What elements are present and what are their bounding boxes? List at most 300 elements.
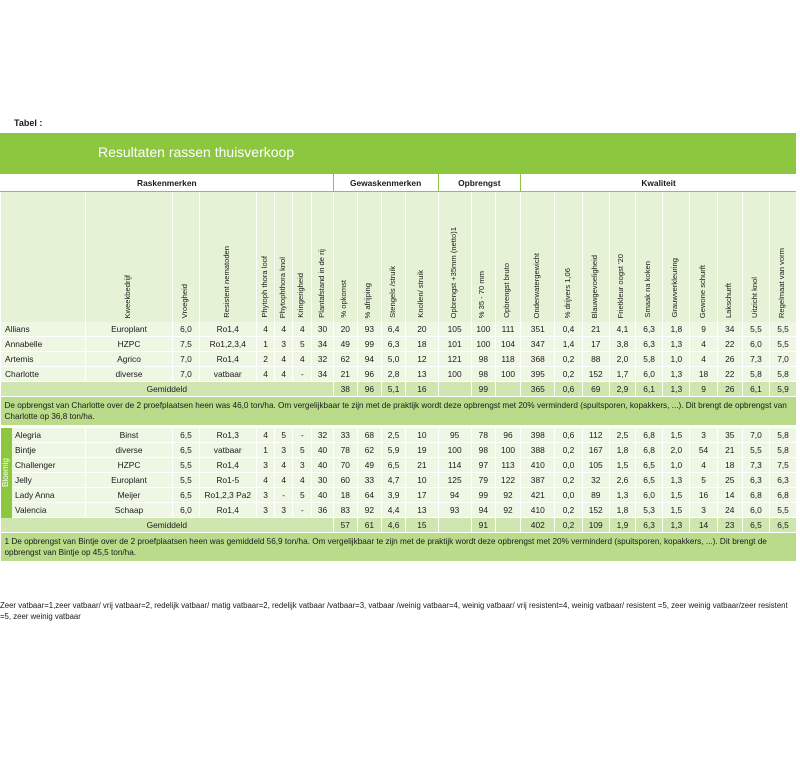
table-cell: 100 <box>471 322 495 337</box>
table-cell: 347 <box>521 337 555 352</box>
table-cell: 32 <box>312 352 333 367</box>
table-cell: Ro1,4 <box>199 352 256 367</box>
average-cell: 109 <box>582 518 609 533</box>
table-cell: 7,3 <box>742 352 769 367</box>
table-cell: 2,5 <box>382 428 406 443</box>
table-cell: 6,3 <box>770 473 796 488</box>
table-row <box>1 352 797 367</box>
table-cell: 111 <box>495 322 520 337</box>
table-cell: 30 <box>312 322 333 337</box>
column-header-2 <box>199 192 256 323</box>
table-cell: 5,3 <box>636 503 663 518</box>
table-cell: 94 <box>438 488 471 503</box>
table-cell: 26 <box>717 352 742 367</box>
variety-name: Allians <box>1 322 86 337</box>
table-cell: 4 <box>690 337 717 352</box>
table-cell: 35 <box>717 428 742 443</box>
table-cell: 3 <box>690 503 717 518</box>
table-cell: 1,5 <box>663 488 690 503</box>
table-cell: 18 <box>333 488 357 503</box>
average-cell <box>495 518 520 533</box>
column-header-18 <box>636 192 663 323</box>
table-cell: 5,0 <box>382 352 406 367</box>
table-cell: 22 <box>717 337 742 352</box>
table-title: Resultaten rassen thuisverkoop <box>98 144 295 160</box>
table-cell: 3 <box>690 428 717 443</box>
table-cell: 6,0 <box>173 503 199 518</box>
table-cell: 98 <box>471 367 495 382</box>
table-cell: 6,3 <box>382 337 406 352</box>
column-header-label: Uitzicht knol <box>749 277 759 318</box>
table-cell: 1 <box>256 443 274 458</box>
column-header-label: Phytoph thora loof <box>259 256 269 318</box>
table-cell: 100 <box>438 443 471 458</box>
table-cell: 6,5 <box>636 473 663 488</box>
variety-name: Valencia <box>1 503 86 518</box>
column-header-label: Blauwgevoeligheid <box>589 254 599 318</box>
table-cell: 33 <box>357 473 381 488</box>
table-cell: 3,9 <box>382 488 406 503</box>
table-cell: 0,6 <box>555 428 582 443</box>
table-cell: 7,5 <box>770 458 796 473</box>
group-header-row <box>1 174 797 192</box>
table-cell: 1,8 <box>609 443 635 458</box>
table-row <box>1 443 797 458</box>
column-header-15 <box>555 192 582 323</box>
note-charlotte: De opbrengst van Charlotte over de 2 proefplaatsen heen was 46,0 ton/ha. Om vergelijkbaar te zijn met de praktijk wordt deze opbrengst met 20% verminderd (spuitsporen, kopakkers, ...). Dit brengt de opbrengst van Charlotte op 36,8 ton/ha. <box>1 397 797 426</box>
average-cell: 0,2 <box>555 518 582 533</box>
variety-name: Alegria Bloemig <box>1 428 86 443</box>
table-cell: 32 <box>582 473 609 488</box>
average-cell: 5,1 <box>382 382 406 397</box>
table-cell: 6,5 <box>173 428 199 443</box>
table-cell: diverse <box>85 443 173 458</box>
table-cell: 34 <box>717 322 742 337</box>
table-cell: 368 <box>521 352 555 367</box>
table-cell: 167 <box>582 443 609 458</box>
table-cell: 94 <box>357 352 381 367</box>
table-cell: 1,7 <box>609 367 635 382</box>
table-cell: 92 <box>357 503 381 518</box>
average-label: Gemiddeld <box>1 382 334 397</box>
table-cell: 5 <box>293 443 312 458</box>
table-cell: 14 <box>717 488 742 503</box>
table-cell: 5,8 <box>770 428 796 443</box>
table-cell: Binst <box>85 428 173 443</box>
average-cell: 99 <box>471 382 495 397</box>
table-cell: 5,5 <box>742 322 769 337</box>
average-cell: 365 <box>521 382 555 397</box>
column-header-label: % drijvers 1,06 <box>562 267 572 318</box>
table-cell: 410 <box>521 458 555 473</box>
table-cell: 13 <box>406 503 438 518</box>
table-cell: 62 <box>357 443 381 458</box>
table-row <box>1 458 797 473</box>
column-header-label: Smaak na koken <box>643 261 653 318</box>
column-header-label: Kweekbedrijf <box>122 274 132 318</box>
table-cell: 5,8 <box>770 367 796 382</box>
table-cell: 1,5 <box>609 458 635 473</box>
table-cell: 105 <box>582 458 609 473</box>
table-cell: 3 <box>275 443 293 458</box>
table-cell: 4 <box>275 473 293 488</box>
table-cell: 93 <box>438 503 471 518</box>
title-bar <box>0 133 796 173</box>
column-header-label: Opbrengst bruto <box>502 263 512 318</box>
table-cell: 5,5 <box>173 458 199 473</box>
table-cell: 1 <box>256 337 274 352</box>
table-cell: Ro1,4 <box>199 503 256 518</box>
average-cell: 15 <box>406 518 438 533</box>
table-cell: 101 <box>438 337 471 352</box>
table-cell: Schaap <box>85 503 173 518</box>
column-header-22 <box>742 192 769 323</box>
table-cell: 7,0 <box>742 428 769 443</box>
table-cell: 1,3 <box>663 473 690 488</box>
table-cell: 7,0 <box>770 352 796 367</box>
table-cell: 1,4 <box>555 337 582 352</box>
table-cell: 62 <box>333 352 357 367</box>
table-cell: 13 <box>406 367 438 382</box>
table-cell: 4,7 <box>382 473 406 488</box>
table-cell: 2 <box>256 352 274 367</box>
table-cell: 2,6 <box>609 473 635 488</box>
table-cell: 3 <box>256 458 274 473</box>
table-cell: 3 <box>256 503 274 518</box>
table-cell: 3 <box>293 458 312 473</box>
table-cell: 4 <box>256 322 274 337</box>
table-cell: 0,2 <box>555 352 582 367</box>
average-cell: 6,5 <box>770 518 796 533</box>
table-cell: 78 <box>333 443 357 458</box>
table-cell: vatbaar <box>199 367 256 382</box>
table-cell: HZPC <box>85 337 173 352</box>
table-cell: 152 <box>582 503 609 518</box>
table-cell: 0,0 <box>555 488 582 503</box>
table-cell: 49 <box>333 337 357 352</box>
table-row <box>1 322 797 337</box>
table-cell: 4,4 <box>382 503 406 518</box>
table-cell: Europlant <box>85 322 173 337</box>
column-header-8 <box>357 192 381 323</box>
column-header-20 <box>690 192 717 323</box>
variety-name: Artemis <box>1 352 86 367</box>
table-cell: 4 <box>293 352 312 367</box>
average-cell: 91 <box>471 518 495 533</box>
table-cell: 113 <box>495 458 520 473</box>
table-cell: 1,3 <box>663 337 690 352</box>
column-header-row <box>1 192 797 323</box>
table-cell: Ro1,2,3,4 <box>199 337 256 352</box>
table-cell: 100 <box>438 367 471 382</box>
table-cell: 5,5 <box>770 503 796 518</box>
table-cell: 9 <box>690 322 717 337</box>
table-cell: 20 <box>333 322 357 337</box>
table-cell: 99 <box>471 488 495 503</box>
column-header-17 <box>609 192 635 323</box>
table-cell: 32 <box>312 428 333 443</box>
column-header-label: Grauwverkleuring <box>670 258 680 318</box>
table-cell: 5,8 <box>636 352 663 367</box>
table-cell: 5,8 <box>742 367 769 382</box>
table-cell: 88 <box>582 352 609 367</box>
table-cell: 93 <box>357 322 381 337</box>
variety-name: Jelly <box>1 473 86 488</box>
average-cell: 26 <box>717 382 742 397</box>
table-cell: 97 <box>471 458 495 473</box>
table-cell: 100 <box>495 367 520 382</box>
column-header-9 <box>382 192 406 323</box>
table-cell: Ro1-5 <box>199 473 256 488</box>
table-cell: 3 <box>275 337 293 352</box>
column-header-label: Kringerigheid <box>296 273 306 318</box>
table-cell: 21 <box>406 458 438 473</box>
average-cell <box>438 382 471 397</box>
average-row-1 <box>1 382 797 397</box>
variety-name: Challenger <box>1 458 86 473</box>
table-cell: 5,5 <box>770 322 796 337</box>
table-cell: 410 <box>521 503 555 518</box>
table-row <box>1 367 797 382</box>
table-cell: 4 <box>275 352 293 367</box>
table-cell: 6,8 <box>636 428 663 443</box>
table-cell: - <box>293 503 312 518</box>
table-cell: 395 <box>521 367 555 382</box>
column-header-13 <box>495 192 520 323</box>
table-cell: 6,5 <box>173 488 199 503</box>
average-cell: 6,1 <box>742 382 769 397</box>
table-cell: 5,5 <box>742 443 769 458</box>
table-cell: - <box>275 488 293 503</box>
table-cell: Ro1,3 <box>199 428 256 443</box>
column-header-10 <box>406 192 438 323</box>
average-cell: 57 <box>333 518 357 533</box>
table-cell: 6,3 <box>636 337 663 352</box>
table-cell: 6,5 <box>636 458 663 473</box>
table-cell: 5,5 <box>173 473 199 488</box>
column-header-label: % 35 - 70 mm <box>477 270 487 318</box>
table-cell: 3 <box>256 488 274 503</box>
column-header-label: Stengels /struik <box>387 266 397 318</box>
table-cell: Ro1,4 <box>199 322 256 337</box>
table-cell: 6,0 <box>636 488 663 503</box>
average-cell: 69 <box>582 382 609 397</box>
table-cell: 64 <box>357 488 381 503</box>
table-cell: 10 <box>406 473 438 488</box>
table-cell: 4 <box>275 458 293 473</box>
table-cell: 351 <box>521 322 555 337</box>
average-cell: 1,9 <box>609 518 635 533</box>
table-cell: 1,5 <box>663 428 690 443</box>
column-header-label: % opkomst <box>339 280 349 318</box>
tabel-label: Tabel : <box>6 112 50 134</box>
average-cell <box>495 382 520 397</box>
table-cell: 17 <box>582 337 609 352</box>
table-cell: 112 <box>582 428 609 443</box>
table-cell: 398 <box>521 428 555 443</box>
column-header-label: Plantafstand in de rij <box>316 249 326 318</box>
table-cell: Ro1,2,3 Pa2 <box>199 488 256 503</box>
variety-name: Charlotte <box>1 367 86 382</box>
average-cell: 14 <box>690 518 717 533</box>
table-cell: 83 <box>333 503 357 518</box>
table-cell: 0,0 <box>555 458 582 473</box>
table-cell: 4 <box>275 322 293 337</box>
average-label: Gemiddeld <box>1 518 334 533</box>
legend-text: Zeer vatbaar=1,zeer vatbaar/ vrij vatbaar=2, redelijk vatbaar/ matig vatbaar=2, redelijk vatbaar /vatbaar=3, vatbaar /weinig vatbaar=4, weinig vatbaar/ vrij resistent=4, weinig vatbaar/ resistent =5, zeer weinig vatbaar/zeer resistent =5, zeer weinig vatbaar <box>0 601 788 621</box>
table-cell: 421 <box>521 488 555 503</box>
table-cell: - <box>293 428 312 443</box>
table-cell: 100 <box>495 443 520 458</box>
column-header-label: Vroegheid <box>179 283 189 318</box>
table-cell: 6,8 <box>770 488 796 503</box>
table-cell: 6,0 <box>742 337 769 352</box>
table-cell: 387 <box>521 473 555 488</box>
group-opbrengst: Opbrengst <box>438 174 521 192</box>
column-header-label: Onderwatergewicht <box>531 252 541 318</box>
column-header-11 <box>438 192 471 323</box>
table-cell: 0,2 <box>555 473 582 488</box>
table-cell: 121 <box>438 352 471 367</box>
table-cell: 68 <box>357 428 381 443</box>
table-cell: 6,0 <box>636 367 663 382</box>
table-cell: 70 <box>333 458 357 473</box>
table-cell: 100 <box>471 337 495 352</box>
average-cell: 23 <box>717 518 742 533</box>
table-cell: 10 <box>406 428 438 443</box>
table-cell: 60 <box>333 473 357 488</box>
table-cell: 98 <box>471 352 495 367</box>
table-cell: 0,2 <box>555 503 582 518</box>
table-cell: 0,2 <box>555 443 582 458</box>
table-cell: 95 <box>438 428 471 443</box>
table-cell: Europlant <box>85 473 173 488</box>
table-cell: 6,8 <box>742 488 769 503</box>
table-cell: 92 <box>495 488 520 503</box>
table-cell: 1,3 <box>609 488 635 503</box>
table-cell: 152 <box>582 367 609 382</box>
table-cell: 17 <box>406 488 438 503</box>
table-cell: 18 <box>406 337 438 352</box>
column-header-12 <box>471 192 495 323</box>
group-raskenmerken: Raskenmerken <box>1 174 334 192</box>
table-cell: 6,3 <box>742 473 769 488</box>
column-header-7 <box>333 192 357 323</box>
table-cell: 1,5 <box>663 503 690 518</box>
column-header-label: Lakschurft <box>723 282 733 318</box>
table-cell: 49 <box>357 458 381 473</box>
table-cell: 122 <box>495 473 520 488</box>
table-cell: 7,5 <box>173 337 199 352</box>
average-cell: 1,3 <box>663 518 690 533</box>
column-header-label: Frietkleur oogst '20 <box>616 253 626 318</box>
table-cell: 54 <box>690 443 717 458</box>
table-cell: 104 <box>495 337 520 352</box>
table-cell: 2,8 <box>382 367 406 382</box>
table-cell: 105 <box>438 322 471 337</box>
table-cell: 40 <box>312 443 333 458</box>
table-cell: 4 <box>256 473 274 488</box>
column-header-label: Opbrengst +35mm (netto)1 <box>448 226 458 318</box>
table-cell: 114 <box>438 458 471 473</box>
table-cell: 98 <box>471 443 495 458</box>
column-header-0 <box>85 192 173 323</box>
column-header-label: Knollen/ struik <box>415 270 425 318</box>
table-cell: 92 <box>495 503 520 518</box>
table-cell: 78 <box>471 428 495 443</box>
table-cell: 6,5 <box>173 443 199 458</box>
table-cell: 25 <box>717 473 742 488</box>
table-cell: 16 <box>690 488 717 503</box>
table-cell: 4 <box>293 322 312 337</box>
table-cell: 20 <box>406 322 438 337</box>
table-row <box>1 503 797 518</box>
column-header-4 <box>275 192 293 323</box>
average-cell: 6,1 <box>636 382 663 397</box>
table-cell: 4 <box>256 428 274 443</box>
column-header-label: % afrijping <box>363 282 373 318</box>
table-cell: 99 <box>357 337 381 352</box>
table-cell: 79 <box>471 473 495 488</box>
table-cell: 2,5 <box>609 428 635 443</box>
variety-name: Lady Anna <box>1 488 86 503</box>
table-cell: 5,5 <box>770 337 796 352</box>
table-cell: 3 <box>275 503 293 518</box>
table-cell: 6,5 <box>382 458 406 473</box>
column-header-14 <box>521 192 555 323</box>
column-header-label: Gewone schurft <box>697 264 707 318</box>
table-cell: 30 <box>312 473 333 488</box>
column-header-16 <box>582 192 609 323</box>
table-cell: 96 <box>357 367 381 382</box>
average-cell: 0,6 <box>555 382 582 397</box>
table-cell: 5 <box>293 337 312 352</box>
table-cell: 40 <box>312 458 333 473</box>
table-cell: 125 <box>438 473 471 488</box>
table-cell: 40 <box>312 488 333 503</box>
table-cell: 1,8 <box>609 503 635 518</box>
table-cell: 2,0 <box>663 443 690 458</box>
average-cell: 16 <box>406 382 438 397</box>
table-cell: 5,9 <box>382 443 406 458</box>
average-cell: 402 <box>521 518 555 533</box>
table-cell: vatbaar <box>199 443 256 458</box>
table-cell: Meijer <box>85 488 173 503</box>
table-row <box>1 428 797 443</box>
table-cell: 12 <box>406 352 438 367</box>
average-cell: 1,3 <box>663 382 690 397</box>
table-cell: 6,8 <box>636 443 663 458</box>
table-cell: - <box>293 367 312 382</box>
table-cell: 34 <box>312 367 333 382</box>
average-cell <box>438 518 471 533</box>
table-cell: 4 <box>256 367 274 382</box>
table-cell: 5 <box>275 428 293 443</box>
column-header-6 <box>312 192 333 323</box>
variety-name: Bintje <box>1 443 86 458</box>
column-header-1 <box>173 192 199 323</box>
table-cell: 2,0 <box>609 352 635 367</box>
table-cell: 18 <box>717 458 742 473</box>
table-cell: 1,0 <box>663 352 690 367</box>
note-row-2 <box>1 533 797 562</box>
average-cell: 61 <box>357 518 381 533</box>
table-cell: 6,0 <box>742 503 769 518</box>
column-header-label: Regelmaat van vorm <box>777 247 787 318</box>
column-header-3 <box>256 192 274 323</box>
table-cell: 4 <box>293 473 312 488</box>
table-cell: 3,8 <box>609 337 635 352</box>
